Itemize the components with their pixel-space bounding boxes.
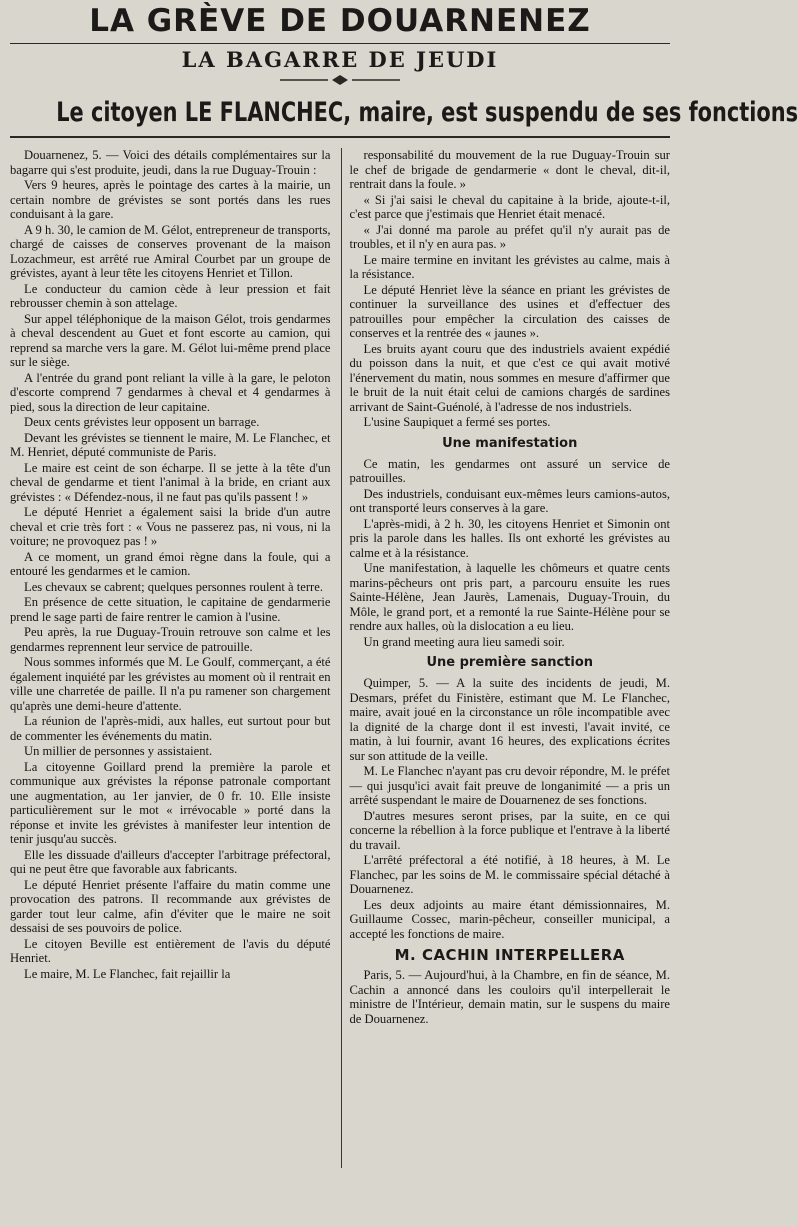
- article-paragraph: Un millier de personnes y assistaient.: [24, 744, 213, 758]
- article-paragraph: Vers 9 heures, après le pointage des cartes à la mairie, un certain nombre de grévistes se sont portés dans les rues conduisant à la gare.: [10, 178, 331, 221]
- article-paragraph: Le citoyen Beville est entièrement de l'avis du député Henriet.: [10, 936, 331, 965]
- ornament-divider: [10, 74, 670, 90]
- article-paragraph: Un grand meeting aura lieu samedi soir.: [363, 634, 565, 649]
- left-column: [10, 148, 331, 1168]
- article-paragraph: A l'entrée du grand pont reliant la ville à la gare, le peloton d'escorte comprend 7 gendarmes à cheval et 4 gendarmes à pied, sous la direction de leur capitaine.: [10, 370, 331, 414]
- article-paragraph: Le conducteur du camion cède à leur pression et fait rebrousser chemin à son attelage.: [10, 281, 331, 310]
- title-rule: [10, 43, 670, 44]
- article-paragraph: Le maire, M. Le Flanchec, fait rejaillir la: [24, 966, 231, 981]
- article-paragraph: Le maire termine en invitant les grévistes au calme, mais à la résistance.: [349, 252, 670, 281]
- section-heading: Une première sanction: [426, 655, 594, 670]
- article-paragraph: Ce matin, les gendarmes ont assuré un service de patrouilles.: [349, 456, 670, 485]
- article-paragraph: Paris, 5. — Aujourd'hui, à la Chambre, en fin de séance, M. Cachin a annoncé dans les couloirs qu'il interpellerait le ministre de l'Intérieur, demain matin, sur le suspens du maire de Douarnenez.: [349, 968, 670, 1026]
- article-paragraph: La réunion de l'après-midi, aux halles, eut surtout pour but de commenter les événements du matin.: [10, 714, 331, 743]
- article-paragraph: L'après-midi, à 2 h. 30, les citoyens Henriet et Simonin ont pris la parole dans les halles. Ils ont exhorté les grévistes au calme et à la résistance.: [349, 516, 670, 560]
- right-column: [341, 148, 671, 1168]
- article-paragraph: La citoyenne Goillard prend la première la parole et communique aux grévistes la réponse patronale comportant une augmentation, au 1er janvier, de 0 fr. 10. Elle insiste particulièrement sur le mot « irrévocable » porté dans la réponse et invite les grévistes à manifester leur intention de tenir jusqu'au succès.: [10, 759, 331, 846]
- article-paragraph: Douarnenez, 5. — Voici des détails complémentaires sur la bagarre qui s'est produite, jeudi, dans la rue Duguay-Trouin :: [10, 148, 331, 177]
- article-paragraph: « Si j'ai saisi le cheval du capitaine à la bride, ajoute-t-il, c'est parce que j'estimais que Henriet était menacé.: [349, 192, 670, 221]
- headline: Le citoyen LE FLANCHEC, maire, est suspendu de ses fonctions: [56, 97, 798, 128]
- article-columns: [10, 148, 670, 1168]
- article-paragraph: Sur appel téléphonique de la maison Gélot, trois gendarmes à cheval descendent au Guet et font escorte au camion, qui reprend sa marche vers la gare. M. Gélot lui-même prend place sur le siège.: [10, 311, 331, 369]
- headline-rule: [10, 136, 670, 138]
- article-paragraph: « J'ai donné ma parole au préfet qu'il n'y aurait pas de troubles, et il n'y en aura pas. »: [349, 222, 670, 251]
- article-paragraph: En présence de cette situation, le capitaine de gendarmerie prend le sage parti de faire rentrer le camion à l'usine.: [10, 595, 331, 624]
- article-paragraph: Les chevaux se cabrent; quelques personnes roulent à terre.: [24, 579, 323, 594]
- article-paragraph: M. Le Flanchec n'ayant pas cru devoir répondre, M. le préfet — qui jusqu'ici avait fait preuve de longanimité — a pris un arrêté suspendant le maire de Douarnenez de ses fonctions.: [349, 764, 670, 807]
- article-paragraph: Les bruits ayant couru que des industriels avaient expédié du poisson dans la nuit, et que c'est ce qui avait motivé l'énervement du matin, nous sommes en mesure d'affirmer que le bruit de la nuit était celui de camions chargés de sardines arrivant de Saint-Guénolé, à l'adresse de nos industriels.: [349, 341, 670, 414]
- article-paragraph: Des industriels, conduisant eux-mêmes leurs camions-autos, ont transporté leurs conserves à la gare.: [349, 486, 670, 515]
- section-heading: M. CACHIN INTERPELLERA: [394, 946, 625, 964]
- section-heading: Une manifestation: [442, 435, 578, 451]
- article-paragraph: Le député Henriet présente l'affaire du matin comme une provocation des patrons. Il recommande aux grévistes de garder tout leur calme, afin d'éviter que le maire ne soit dessaisi de ses pouvoirs de police.: [10, 877, 331, 935]
- article-paragraph: Nous sommes informés que M. Le Goulf, commerçant, a été également inquiété par les grévistes au moment où il rentrait en ville une charretée de paille. Il n'a pu ramener son chargement qu'après une demi-heure d'attente.: [10, 655, 331, 713]
- article-paragraph: Peu après, la rue Duguay-Trouin retrouve son calme et les gendarmes reprennent leur service de patrouille.: [10, 625, 331, 654]
- article-paragraph: L'arrêté préfectoral a été notifié, à 18 heures, à M. Le Flanchec, par les soins de M. le commissaire spécial détaché à Douarnenez.: [349, 853, 670, 896]
- sub-title: LA BAGARRE DE JEUDI: [181, 47, 499, 72]
- main-title: LA GRÈVE DE DOUARNENEZ: [89, 3, 591, 39]
- article-paragraph: A ce moment, un grand émoi règne dans la foule, qui a entouré les gendarmes et le camion.: [10, 549, 331, 578]
- article-paragraph: L'usine Saupiquet a fermé ses portes.: [363, 415, 551, 429]
- ornament-icon: [280, 74, 400, 86]
- article-paragraph: Quimper, 5. — A la suite des incidents de jeudi, M. Desmars, préfet du Finistère, estimant que M. Le Flanchec, maire, avait joué en la circonstance un rôle incompatible avec la dignité de la charge dont il est investi, l'avait invité, ce matin, à lui fournir, avant 16 heures, des explications écrites sur son attitude de la veille.: [349, 676, 670, 763]
- article-paragraph: responsabilité du mouvement de la rue Duguay-Trouin sur le chef de brigade de gendarmerie « dont le cheval, dit-il, rentrait dans la foule. »: [349, 148, 670, 191]
- article-paragraph: Elle les dissuade d'ailleurs d'accepter l'arbitrage préfectoral, qui ne peut être que favorable aux fabricants.: [10, 847, 331, 876]
- newspaper-page: [0, 2, 798, 1227]
- article-paragraph: D'autres mesures seront prises, par la suite, en ce qui concerne la rébellion à la force publique et l'entrave à la liberté du travail.: [349, 808, 670, 852]
- article-paragraph: Le maire est ceint de son écharpe. Il se jette à la tête d'un cheval de gendarme et tient l'animal à la bride, en criant aux grévistes : « Défendez-nous, il ne faut pas qu'ils passent ! »: [10, 460, 331, 504]
- article-paragraph: Deux cents grévistes leur opposent un barrage.: [24, 415, 260, 429]
- article-paragraph: Le député Henriet a également saisi la bride d'un autre cheval et crie très fort : « Vous ne passerez pas, ni vous, ni la voiture; ne provoquez pas ! »: [10, 505, 331, 548]
- article-paragraph: A 9 h. 30, le camion de M. Gélot, entrepreneur de transports, chargé de caisses de conserves provenant de la maison Lozachmeur, est arrêté rue Amiral Courbet par un groupe de grévistes, ayant à leur tête les citoyens Henriet et Tillon.: [10, 222, 331, 280]
- article-paragraph: Une manifestation, à laquelle les chômeurs et quatre cents marins-pêcheurs ont pris part, a parcouru ensuite les rues Sainte-Hélène, Jean Jaurès, Lamenais, Duguay-Trouin, du Môle, le grand port, et a remonté la rue Sainte-Hélène pour se rendre aux halles, où la dislocation a eu lieu.: [349, 561, 670, 633]
- article-paragraph: Devant les grévistes se tiennent le maire, M. Le Flanchec, et M. Henriet, député communiste de Paris.: [10, 430, 331, 459]
- article-paragraph: Le député Henriet lève la séance en priant les grévistes de continuer la surveillance des usines et d'effectuer des patrouilles pour empêcher la circulation des caisses de conserves et la rentrée des « jaunes ».: [349, 282, 670, 340]
- article-paragraph: Les deux adjoints au maire étant démissionnaires, M. Guillaume Cossec, marin-pêcheur, conseiller municipal, a accepté les fonctions de maire.: [349, 897, 670, 941]
